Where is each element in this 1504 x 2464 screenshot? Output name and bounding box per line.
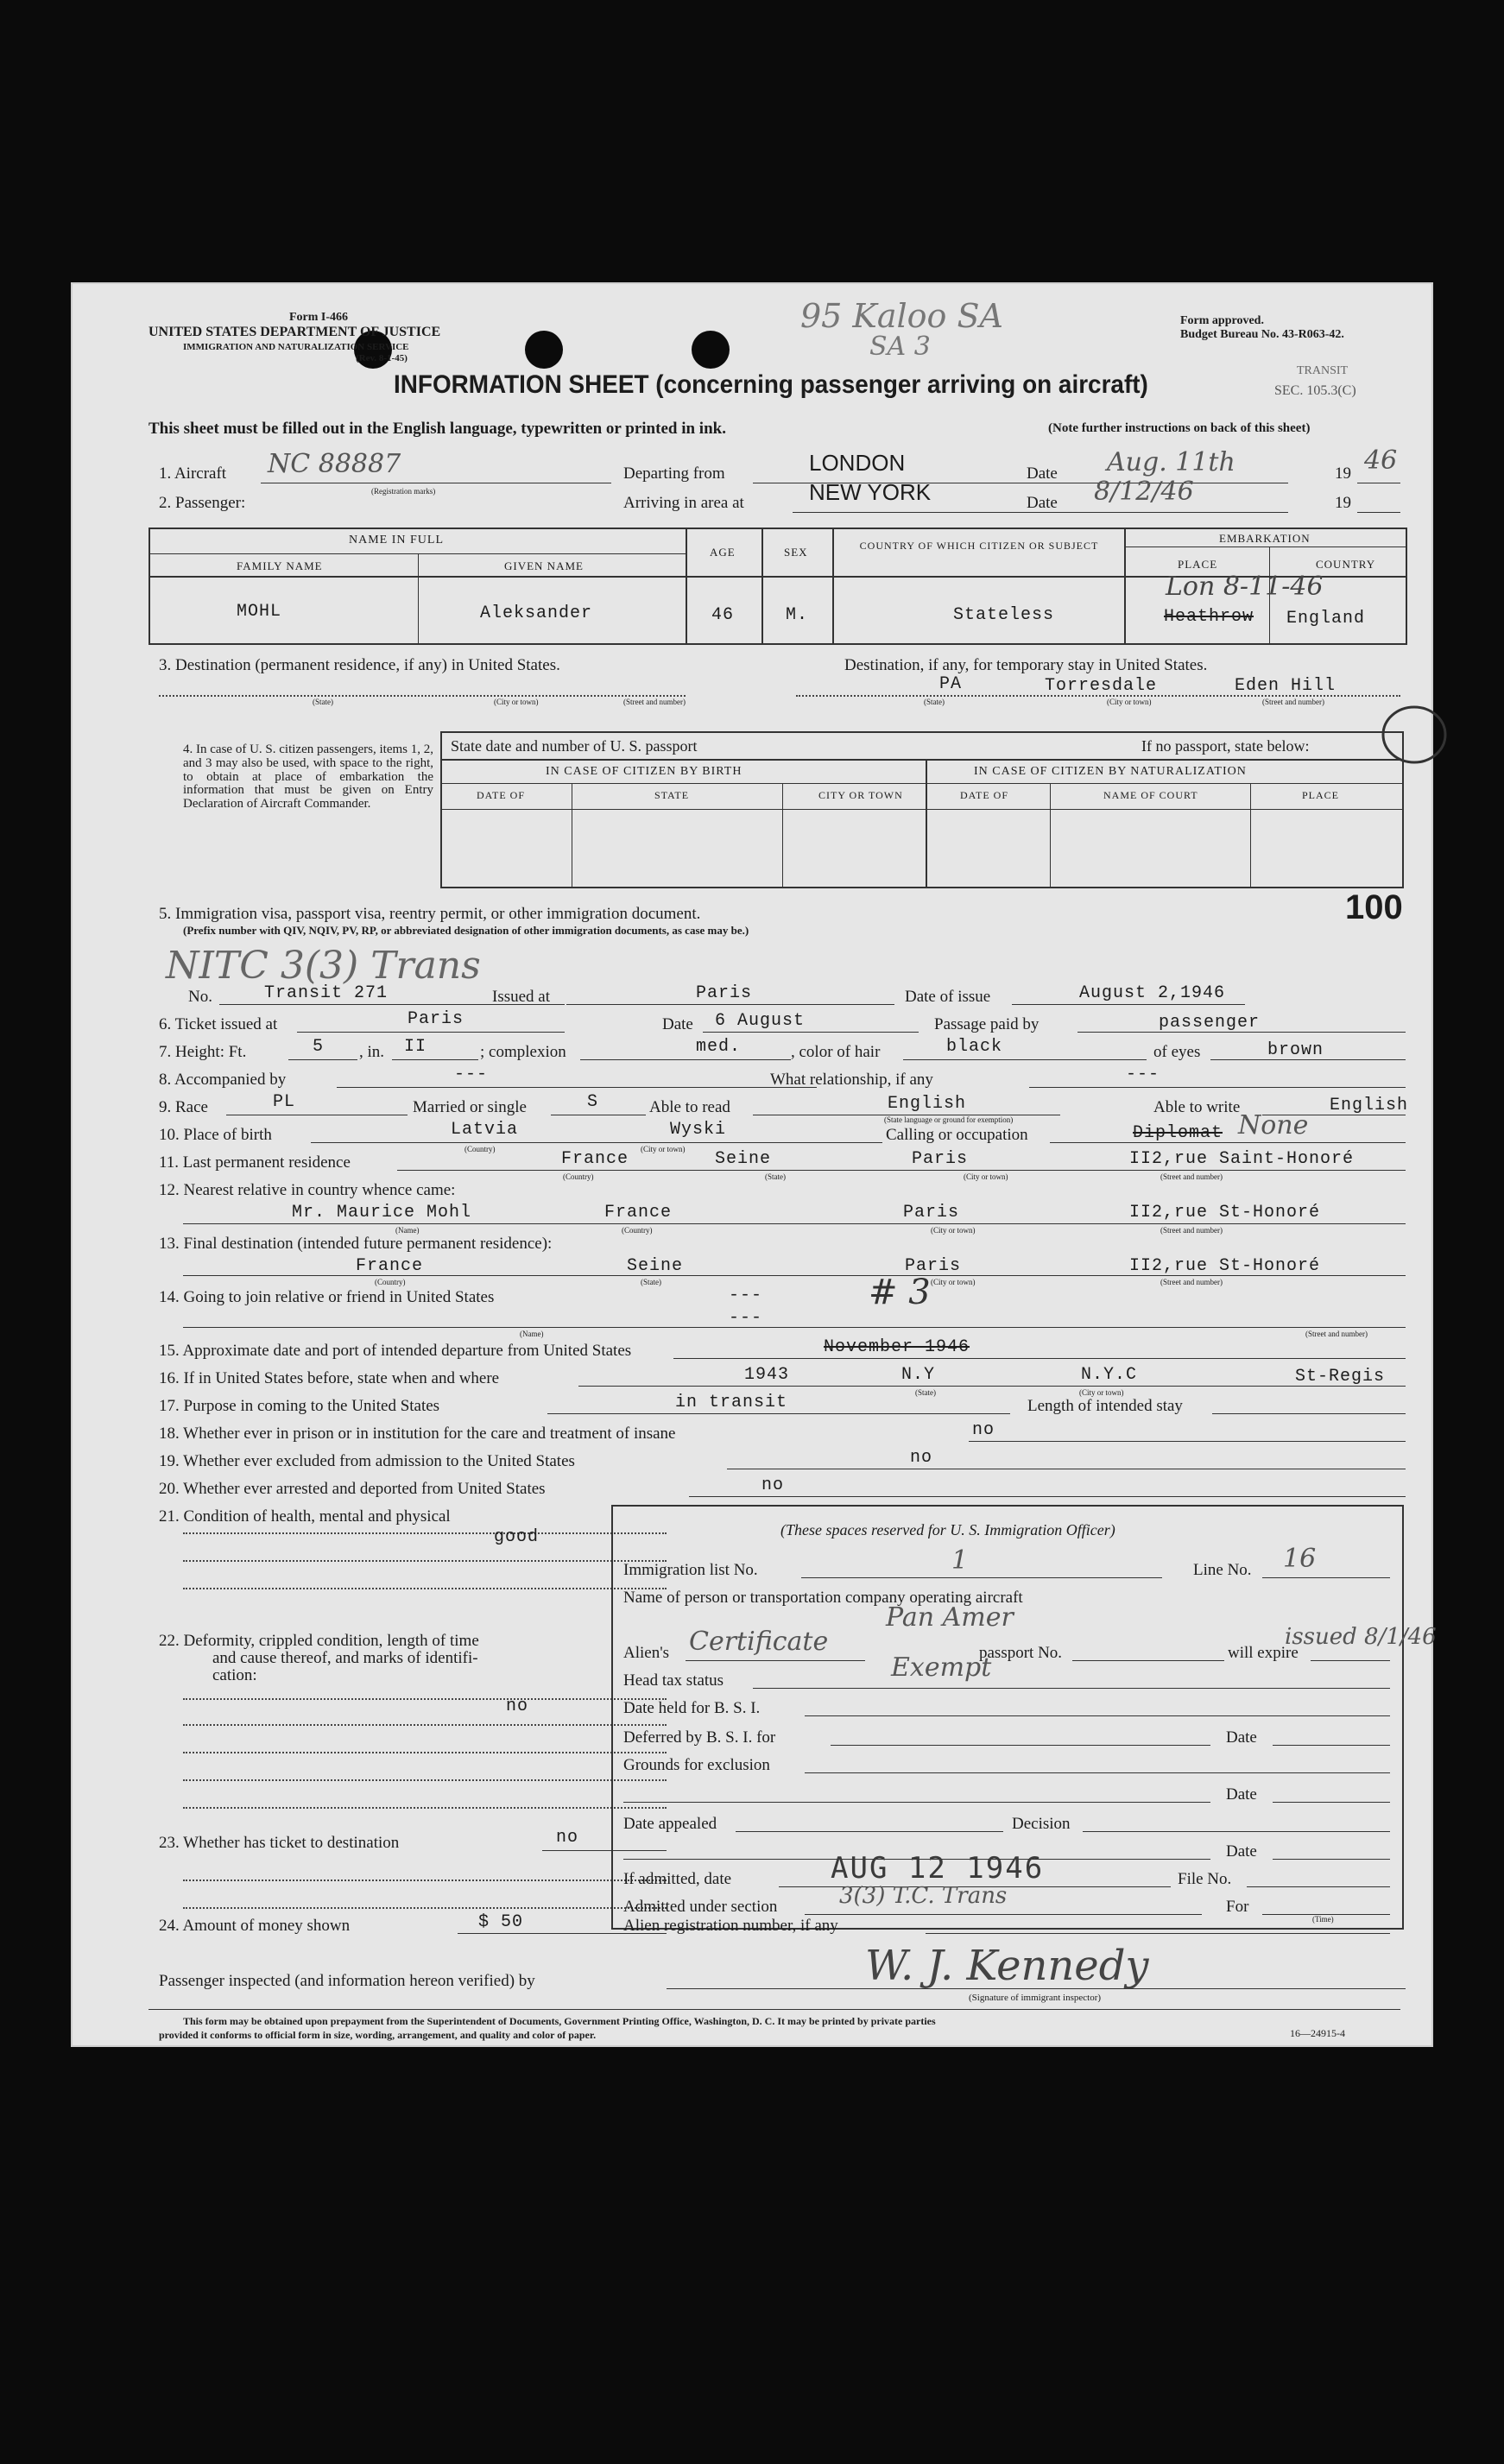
handwritten-top-note: 95 Kaloo SA bbox=[800, 297, 1003, 335]
nat-place-col: PLACE bbox=[1302, 789, 1340, 801]
citizenship-header: COUNTRY OF WHICH CITIZEN OR SUBJECT bbox=[859, 540, 1099, 552]
passage-paid-value: passenger bbox=[1159, 1013, 1261, 1033]
head-tax-label: Head tax status bbox=[623, 1671, 724, 1690]
aliens-label: Alien's bbox=[623, 1644, 670, 1662]
print-note-2: provided it conforms to official form in size, wording, arrangement, and quality and color of paper. bbox=[159, 2029, 597, 2041]
destination-label: 3. Destination (permanent residence, if any) in United States. bbox=[159, 656, 560, 674]
relative-street: II2,rue St-Honoré bbox=[1129, 1203, 1321, 1223]
arriving-label: Arriving in area at bbox=[623, 494, 744, 512]
name-note: (Name) bbox=[395, 1226, 420, 1235]
form-code: 16—24915-4 bbox=[1290, 2027, 1345, 2039]
ticket-date-label: Date bbox=[662, 1015, 693, 1033]
sex-value: M. bbox=[786, 605, 809, 625]
relative-name: Mr. Maurice Mohl bbox=[292, 1203, 472, 1223]
arrival-date-label: Date bbox=[1027, 494, 1058, 512]
citizenship-value: Stateless bbox=[953, 605, 1055, 625]
aircraft-label: 1. Aircraft bbox=[159, 464, 227, 483]
aliens-document-hand: Certificate bbox=[689, 1627, 829, 1657]
relationship-value: --- bbox=[1126, 1065, 1160, 1084]
item-17-label: 17. Purpose in coming to the United States bbox=[159, 1397, 440, 1415]
departure-date-hand: Aug. 11th bbox=[1107, 447, 1235, 477]
city-note: (City or town) bbox=[494, 698, 539, 706]
item-23-label: 23. Whether has ticket to destination bbox=[159, 1834, 400, 1852]
punch-hole bbox=[525, 331, 563, 369]
read-language-note: (State language or ground for exemption) bbox=[884, 1115, 1014, 1124]
service-name: IMMIGRATION AND NATURALIZATION SERVICE bbox=[183, 342, 409, 352]
hair-color-value: black bbox=[946, 1037, 1003, 1057]
will-expire-label: will expire bbox=[1228, 1644, 1299, 1662]
department-name: UNITED STATES DEPARTMENT OF JUSTICE bbox=[149, 325, 441, 339]
operating-company-label: Name of person or transportation company operating aircraft bbox=[623, 1589, 1023, 1607]
accompanied-value: --- bbox=[454, 1065, 489, 1084]
item-6-label: 6. Ticket issued at bbox=[159, 1015, 278, 1033]
age-header: AGE bbox=[710, 546, 736, 559]
head-tax-hand: Exempt bbox=[891, 1652, 992, 1683]
relative-city: Paris bbox=[903, 1203, 960, 1223]
stamp-number: 100 bbox=[1345, 888, 1403, 926]
passenger-label: 2. Passenger: bbox=[159, 494, 246, 512]
embarkation-header: EMBARKATION bbox=[1219, 532, 1311, 545]
occupation-hand: None bbox=[1238, 1110, 1309, 1140]
exclusion-date-label: Date bbox=[1226, 1785, 1257, 1804]
item-13-label: 13. Final destination (intended future permanent residence): bbox=[159, 1235, 553, 1253]
given-name-value: Aleksander bbox=[480, 603, 593, 623]
temp-state-value: PA bbox=[939, 674, 963, 694]
embark-place-header: PLACE bbox=[1178, 558, 1218, 571]
birth-country-value: Latvia bbox=[451, 1120, 519, 1140]
married-value: S bbox=[587, 1092, 599, 1112]
city-note: (City or town) bbox=[931, 1278, 976, 1286]
decision-date-label: Date bbox=[1226, 1842, 1257, 1861]
us-citizen-instructions: 4. In case of U. S. citizen passengers, items 1, 2, and 3 may also be used, with space to the right, to obtain at place of embarkation the information that must be given on Entry Declaration of Aircraft Commander. bbox=[183, 742, 433, 811]
prior-visit-year: 1943 bbox=[744, 1365, 790, 1385]
time-note: (Time) bbox=[1312, 1915, 1334, 1924]
residence-city: Paris bbox=[912, 1149, 969, 1169]
state-note: (State) bbox=[915, 1388, 936, 1397]
held-bsi-label: Date held for B. S. I. bbox=[623, 1699, 761, 1717]
street-note: (Street and number) bbox=[1160, 1172, 1223, 1181]
print-note-1: This form may be obtained upon prepayment from the Superintendent of Documents, Government Printing Office, Washington, D. C. It may be printed by private parties bbox=[183, 2015, 936, 2027]
money-value: $ 50 bbox=[478, 1912, 524, 1932]
nat-court-col: NAME OF COURT bbox=[1103, 789, 1198, 801]
deformity-value: no bbox=[506, 1696, 529, 1716]
state-note: (State) bbox=[313, 698, 333, 706]
hair-color-label: , color of hair bbox=[791, 1043, 881, 1061]
excluded-value: no bbox=[910, 1448, 933, 1468]
handwritten-zero-circle bbox=[1376, 700, 1454, 769]
departure-intent-value: November 1946 bbox=[824, 1337, 970, 1357]
deferred-bsi-label: Deferred by B. S. I. for bbox=[623, 1728, 776, 1747]
date-appealed-label: Date appealed bbox=[623, 1815, 717, 1833]
name-in-full-header: NAME IN FULL bbox=[349, 534, 444, 547]
birth-city-value: Wyski bbox=[670, 1120, 727, 1140]
form-number: Form I-466 bbox=[289, 311, 349, 324]
age-value: 46 bbox=[711, 605, 735, 625]
item-15-label: 15. Approximate date and port of intended departure from United States bbox=[159, 1342, 632, 1360]
admitted-section-label: Admitted under section bbox=[623, 1898, 778, 1916]
nat-date-col: DATE OF bbox=[960, 789, 1009, 801]
join-relative-value: --- bbox=[729, 1286, 763, 1305]
final-dest-state: Seine bbox=[627, 1256, 684, 1276]
embark-place-value: Heathrow bbox=[1164, 607, 1254, 627]
no-passport-label: If no passport, state below: bbox=[1141, 737, 1310, 755]
prison-value: no bbox=[972, 1420, 995, 1440]
issued-at-value: Paris bbox=[696, 983, 753, 1003]
join-relative-hand: # 3 bbox=[869, 1273, 931, 1312]
departure-date-label: Date bbox=[1027, 464, 1058, 483]
deported-value: no bbox=[761, 1475, 785, 1495]
immigration-list-label: Immigration list No. bbox=[623, 1561, 758, 1579]
prior-visit-street: St-Regis bbox=[1295, 1367, 1386, 1387]
item-14-label: 14. Going to join relative or friend in United States bbox=[159, 1288, 495, 1306]
city-note: (City or town) bbox=[641, 1145, 686, 1153]
final-dest-country: France bbox=[356, 1256, 424, 1276]
operating-company-value: Pan Amer bbox=[886, 1602, 1014, 1633]
budget-bureau: Budget Bureau No. 43-R063-42. bbox=[1180, 328, 1344, 341]
passport-no-label: passport No. bbox=[979, 1644, 1063, 1662]
admitted-section-hand: 3(3) T.C. Trans bbox=[839, 1883, 1008, 1909]
country-note: (Country) bbox=[622, 1226, 653, 1235]
officer-box-header: (These spaces reserved for U. S. Immigration Officer) bbox=[780, 1521, 1115, 1538]
state-note: (State) bbox=[641, 1278, 661, 1286]
height-inches-label: , in. bbox=[359, 1043, 385, 1061]
passenger-name-table bbox=[149, 528, 1407, 645]
issued-at-label: Issued at bbox=[492, 988, 551, 1006]
married-label: Married or single bbox=[413, 1098, 527, 1116]
line-no-value: 16 bbox=[1283, 1544, 1317, 1574]
temporary-destination-label: Destination, if any, for temporary stay in United States. bbox=[844, 656, 1208, 674]
street-note: (Street and number) bbox=[1305, 1330, 1368, 1338]
race-value: PL bbox=[273, 1092, 296, 1112]
eye-color-label: of eyes bbox=[1153, 1043, 1201, 1061]
family-name-header: FAMILY NAME bbox=[237, 559, 323, 572]
able-to-read-value: English bbox=[888, 1094, 967, 1114]
occupation-value: Diplomat bbox=[1133, 1123, 1223, 1143]
birth-city-col: CITY OR TOWN bbox=[818, 789, 903, 801]
temp-street-value: Eden Hill bbox=[1235, 676, 1337, 696]
complexion-label: ; complexion bbox=[480, 1043, 566, 1061]
name-note: (Name) bbox=[520, 1330, 544, 1338]
birth-date-col: DATE OF bbox=[477, 789, 526, 801]
registration-note: (Registration marks) bbox=[371, 487, 436, 496]
section-stamp: SEC. 105.3(C) bbox=[1274, 383, 1356, 398]
item-20-label: 20. Whether ever arrested and deported from United States bbox=[159, 1480, 546, 1498]
item-7-label: 7. Height: Ft. bbox=[159, 1043, 247, 1061]
item-22-label-1: 22. Deformity, crippled condition, length of time bbox=[159, 1632, 479, 1650]
item-24-label: 24. Amount of money shown bbox=[159, 1917, 351, 1935]
occupation-label: Calling or occupation bbox=[886, 1126, 1028, 1144]
residence-country: France bbox=[561, 1149, 629, 1169]
signature-note: (Signature of immigrant inspector) bbox=[969, 1993, 1102, 2003]
form-title: INFORMATION SHEET (concerning passenger arriving on aircraft) bbox=[394, 370, 1148, 399]
handwritten-top-note-2: SA 3 bbox=[869, 332, 931, 362]
date-of-issue-label: Date of issue bbox=[905, 988, 991, 1006]
file-no-label: File No. bbox=[1178, 1870, 1232, 1888]
visa-number-value: Transit 271 bbox=[264, 983, 389, 1003]
item-12-label: 12. Nearest relative in country whence came: bbox=[159, 1181, 456, 1199]
item-16-label: 16. If in United States before, state when and where bbox=[159, 1369, 500, 1387]
street-note: (Street and number) bbox=[623, 698, 686, 706]
back-note: (Note further instructions on back of this sheet) bbox=[1048, 421, 1311, 435]
admission-date-stamp: AUG 12 1946 bbox=[831, 1851, 1045, 1886]
embark-place-hand: Lon 8-11-46 bbox=[1166, 572, 1324, 602]
item-9-label: 9. Race bbox=[159, 1098, 208, 1116]
residence-street: II2,rue Saint-Honoré bbox=[1129, 1149, 1355, 1169]
passage-paid-label: Passage paid by bbox=[934, 1015, 1040, 1033]
fill-instruction: This sheet must be filled out in the English language, typewritten or printed in ink. bbox=[149, 420, 726, 438]
us-citizen-table bbox=[440, 731, 1404, 888]
temp-city-value: Torresdale bbox=[1045, 676, 1158, 696]
health-value: good bbox=[494, 1527, 540, 1547]
height-inches: II bbox=[404, 1037, 427, 1057]
relative-country: France bbox=[604, 1203, 673, 1223]
item-19-label: 19. Whether ever excluded from admission to the United States bbox=[159, 1452, 575, 1470]
relationship-label: What relationship, if any bbox=[770, 1071, 933, 1089]
immigration-doc-note: (Prefix number with QIV, NQIV, PV, RP, or abbreviated designation of other immigration documents, as case may be.) bbox=[183, 924, 749, 937]
eye-color-value: brown bbox=[1267, 1040, 1324, 1060]
item-22-label-3: cation: bbox=[212, 1666, 257, 1684]
visa-number-label: No. bbox=[188, 988, 212, 1006]
able-to-write-value: English bbox=[1330, 1096, 1409, 1115]
family-name-value: MOHL bbox=[237, 602, 282, 622]
citizen-by-birth-header: IN CASE OF CITIZEN BY BIRTH bbox=[546, 765, 743, 778]
deferred-date-label: Date bbox=[1226, 1728, 1257, 1747]
prior-visit-state: N.Y bbox=[901, 1365, 936, 1385]
complexion-value: med. bbox=[696, 1037, 742, 1057]
departure-year-prefix: 19 bbox=[1335, 464, 1351, 483]
revision-date: (Rev. 8-1-45) bbox=[356, 353, 408, 363]
country-note: (Country) bbox=[563, 1172, 594, 1181]
transit-stamp: TRANSIT bbox=[1297, 364, 1349, 377]
city-note: (City or town) bbox=[1079, 1388, 1124, 1397]
will-expire-hand: issued 8/1/46 bbox=[1285, 1624, 1437, 1650]
arrival-year-prefix: 19 bbox=[1335, 494, 1351, 512]
departing-value: LONDON bbox=[809, 450, 906, 476]
information-sheet-form bbox=[71, 282, 1437, 2047]
immigration-list-value: 1 bbox=[951, 1545, 969, 1576]
birth-state-col: STATE bbox=[654, 789, 690, 801]
join-relative-value-2: --- bbox=[729, 1308, 763, 1328]
length-of-stay-label: Length of intended stay bbox=[1027, 1397, 1183, 1415]
passport-label: State date and number of U. S. passport bbox=[451, 737, 698, 755]
grounds-exclusion-label: Grounds for exclusion bbox=[623, 1756, 770, 1774]
item-21-label: 21. Condition of health, mental and physical bbox=[159, 1507, 451, 1526]
arrival-date-hand: 8/12/46 bbox=[1094, 477, 1194, 507]
state-note: (State) bbox=[924, 698, 945, 706]
prior-visit-city: N.Y.C bbox=[1081, 1365, 1138, 1385]
aircraft-registration: NC 88887 bbox=[268, 449, 401, 479]
date-of-issue-value: August 2,1946 bbox=[1079, 983, 1226, 1003]
street-note: (Street and number) bbox=[1160, 1278, 1223, 1286]
residence-state: Seine bbox=[715, 1149, 772, 1169]
line-no-label: Line No. bbox=[1193, 1561, 1252, 1579]
departure-year-hand: 46 bbox=[1364, 445, 1398, 476]
arriving-value: NEW YORK bbox=[809, 479, 932, 505]
item-22-label-2: and cause thereof, and marks of identifi- bbox=[212, 1649, 478, 1667]
street-note: (Street and number) bbox=[1160, 1226, 1223, 1235]
ticket-date-value: 6 August bbox=[715, 1011, 806, 1031]
item-10-label: 10. Place of birth bbox=[159, 1126, 272, 1144]
ticket-destination-value: no bbox=[556, 1828, 579, 1848]
immigration-doc-label: 5. Immigration visa, passport visa, reentry permit, or other immigration document. bbox=[159, 905, 701, 923]
item-11-label: 11. Last permanent residence bbox=[159, 1153, 351, 1172]
punch-hole bbox=[692, 331, 730, 369]
state-note: (State) bbox=[765, 1172, 786, 1181]
embark-country-value: England bbox=[1286, 609, 1366, 629]
city-note: (City or town) bbox=[964, 1172, 1008, 1181]
inspector-signature: W. J. Kennedy bbox=[865, 1942, 1149, 1990]
final-dest-city: Paris bbox=[905, 1256, 962, 1276]
able-to-write-label: Able to write bbox=[1153, 1098, 1241, 1116]
purpose-value: in transit bbox=[675, 1393, 788, 1412]
citizen-by-naturalization-header: IN CASE OF CITIZEN BY NATURALIZATION bbox=[974, 765, 1247, 778]
embark-country-header: COUNTRY bbox=[1316, 558, 1376, 571]
sex-header: SEX bbox=[784, 546, 808, 559]
city-note: (City or town) bbox=[931, 1226, 976, 1235]
decision-label: Decision bbox=[1012, 1815, 1071, 1833]
ticket-issued-value: Paris bbox=[408, 1009, 464, 1029]
admitted-date-label: If admitted, date bbox=[623, 1870, 732, 1888]
item-18-label: 18. Whether ever in prison or in institution for the care and treatment of insane bbox=[159, 1425, 676, 1443]
alien-registration-label: Alien registration number, if any bbox=[623, 1917, 838, 1935]
given-name-header: GIVEN NAME bbox=[504, 559, 584, 572]
height-feet: 5 bbox=[313, 1037, 325, 1057]
country-note: (Country) bbox=[464, 1145, 496, 1153]
final-dest-street: II2,rue St-Honoré bbox=[1129, 1256, 1321, 1276]
approval-text: Form approved. bbox=[1180, 314, 1264, 327]
inspected-by-label: Passenger inspected (and information hereon verified) by bbox=[159, 1972, 535, 1990]
departing-label: Departing from bbox=[623, 464, 725, 483]
visa-hand-note: NITC 3(3) Trans bbox=[166, 944, 481, 988]
able-to-read-label: Able to read bbox=[649, 1098, 730, 1116]
for-label: For bbox=[1226, 1898, 1249, 1916]
country-note: (Country) bbox=[375, 1278, 406, 1286]
street-note: (Street and number) bbox=[1262, 698, 1324, 706]
city-note: (City or town) bbox=[1107, 698, 1152, 706]
item-8-label: 8. Accompanied by bbox=[159, 1071, 287, 1089]
